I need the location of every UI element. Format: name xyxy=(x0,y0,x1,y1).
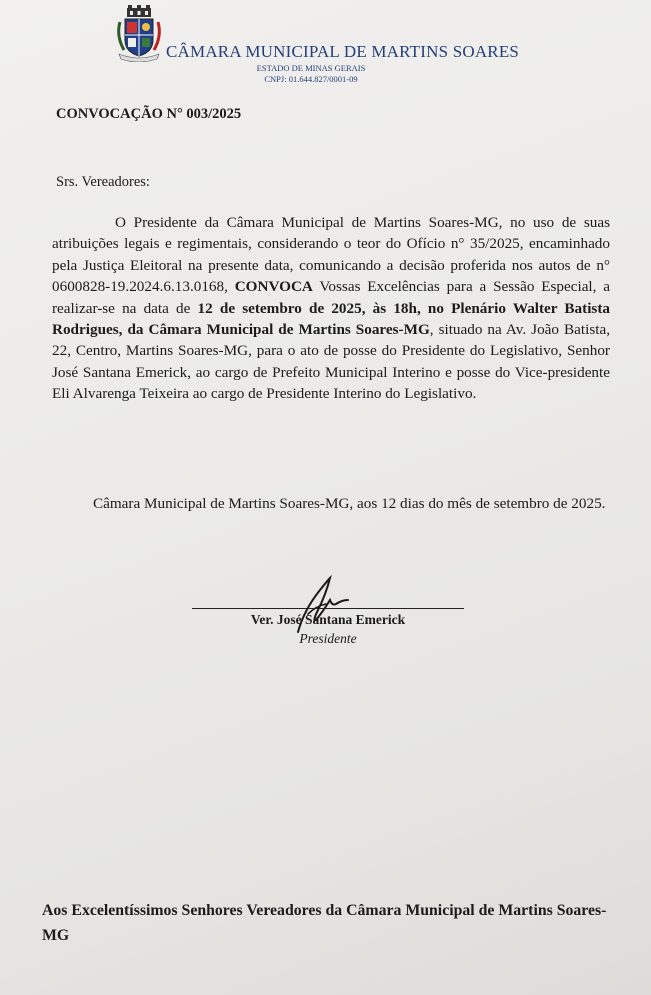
salutation: Srs. Vereadores: xyxy=(56,174,150,190)
body-text-session: Vossas Excelências para a Sessão Especial, a realizar-se na data de xyxy=(52,278,610,317)
body-text-intro: O Presidente da Câmara Municipal de Martins Soares-MG, no uso de suas atribuições legais e regimentais, considerando o teor do Ofício n° 35/2025, encaminhado pela Justiça Eleitoral na presente data, comunicando a decisão proferida nos autos de n° 0600828-19.2024.6.13.0168, xyxy=(52,214,610,296)
body-paragraph xyxy=(52,212,610,405)
signature-line xyxy=(192,608,464,609)
body-text-date-place: 12 de setembro de 2025, às 18h, no Plenário Walter Batista Rodrigues, da Câmara Municipal de Martins Soares-MG xyxy=(52,299,610,339)
signer-role: Presidente xyxy=(299,631,357,646)
body-text-purpose: , situado na Av. João Batista, 22, Centro, Martins Soares-MG, para o ato de posse do Presidente do Legislativo, Senhor José Santana Emerick, ao cargo de Prefeito Municipal Interino e posse do Vice-presidente Eli Alvarenga Teixeira ao cargo de Presidente Interino do Legislativo. xyxy=(52,321,610,403)
document-title: CONVOCAÇÃO N° 003/2025 xyxy=(56,106,242,122)
signer-name: Ver. José Santana Emerick xyxy=(250,612,406,627)
organization-cnpj: CNPJ: 01.644.827/0001-09 xyxy=(264,74,358,84)
body-text-convoca: CONVOCA xyxy=(234,278,313,296)
organization-state: ESTADO DE MINAS GERAIS xyxy=(256,63,366,73)
addressee: Aos Excelentíssimos Senhores Vereadores da Câmara Municipal de Martins Soares-MG xyxy=(42,902,607,944)
handwritten-signature-icon xyxy=(290,570,360,640)
organization-name: CÂMARA MUNICIPAL DE MARTINS SOARES xyxy=(166,42,520,61)
municipal-coat-of-arms-icon xyxy=(114,4,164,62)
closing-paragraph: Câmara Municipal de Martins Soares-MG, aos 12 dias do mês de setembro de 2025. xyxy=(93,495,606,512)
